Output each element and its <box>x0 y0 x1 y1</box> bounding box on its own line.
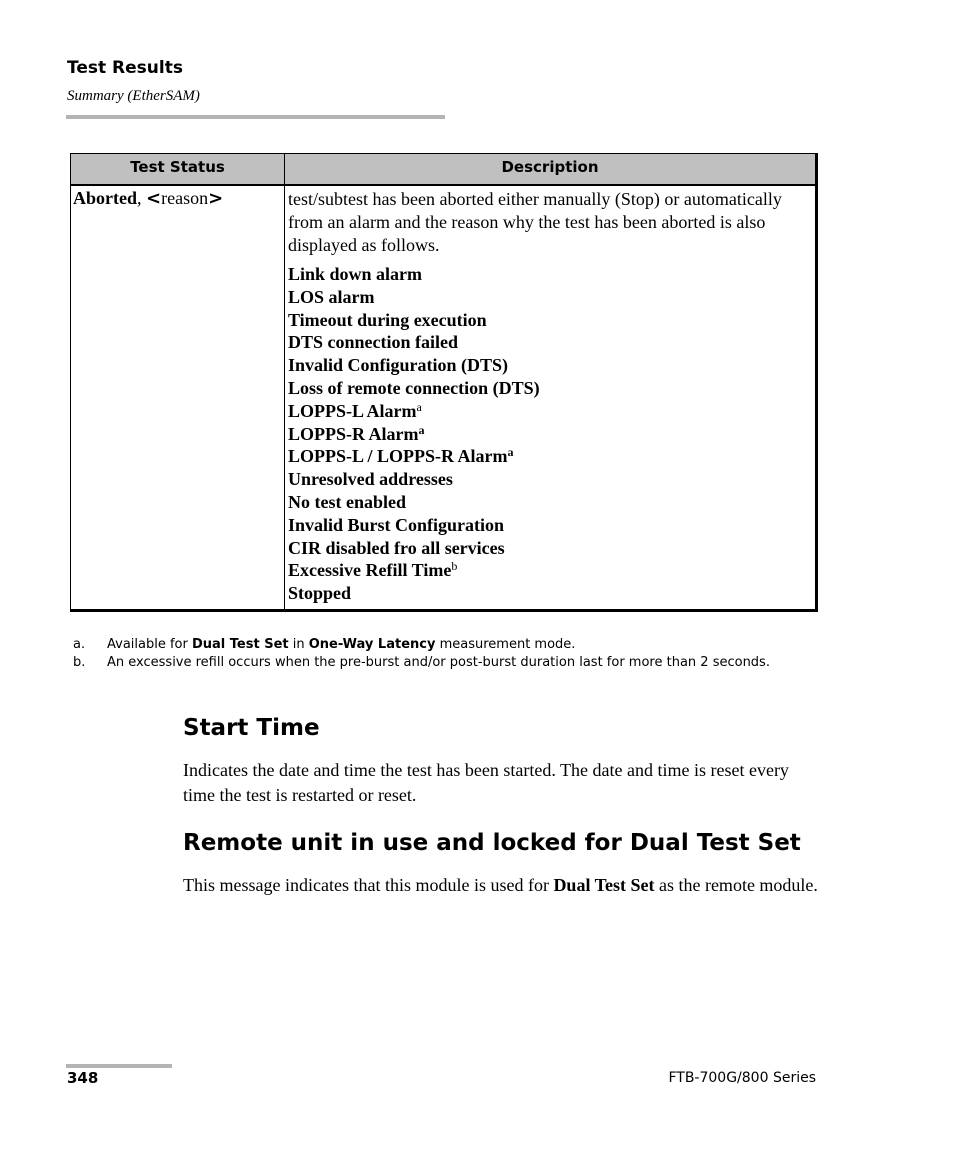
remote-unit-body: This message indicates that this module is used for Dual Test Set as the remote module. <box>183 875 818 895</box>
abort-reason-item: LOS alarm <box>288 286 375 307</box>
header-rule <box>66 115 445 119</box>
abort-reason-item: LOPPS-L Alarm$^a$ <box>288 399 422 421</box>
status-separator: , <box>137 188 146 208</box>
page-number: 348 <box>67 1069 99 1087</box>
footnote-ref: a <box>416 399 422 414</box>
status-reason: reason <box>161 188 209 208</box>
abort-reason-item: Invalid Configuration (DTS) <box>288 355 509 376</box>
abort-reason-item: LOPPS-R Alarm$^a$ <box>288 422 425 444</box>
status-gt: > <box>208 188 224 209</box>
abort-reason-item: CIR disabled fro all services <box>288 537 505 558</box>
table-header-rule <box>71 185 815 186</box>
abort-reason-item: Invalid Burst Configuration <box>288 514 505 535</box>
abort-reason-item: No test enabled <box>288 491 406 512</box>
abort-reason-item: Timeout during execution <box>288 309 487 330</box>
section-title: Test Results <box>67 58 183 78</box>
column-header-test-status: Test Status <box>130 158 225 176</box>
description-cell: test/subtest has been aborted either manually (Stop) or automatically from an alarm and the reason why the test has been aborted is also displayed as follows. <box>288 189 782 255</box>
heading-start-time: Start Time <box>183 715 320 741</box>
abort-reason-item: Stopped <box>288 583 352 604</box>
footnote-a-label: a. <box>73 637 86 652</box>
footnote-ref: a <box>507 445 514 460</box>
abort-reason-item: Unresolved addresses <box>288 469 453 490</box>
section-subtitle: Summary (EtherSAM) <box>67 88 200 104</box>
abort-reason-item: Excessive Refill Time$^b$ <box>288 559 458 581</box>
footnote-ref: a <box>418 422 425 437</box>
heading-remote-unit: Remote unit in use and locked for Dual Test Set <box>183 830 801 856</box>
table-column-divider <box>284 154 285 609</box>
abort-reason-item: LOPPS-L / LOPPS-R Alarm$^a$ <box>288 445 514 467</box>
footnote-ref: b <box>451 559 458 574</box>
footer-rule <box>66 1064 172 1068</box>
product-series: FTB-700G/800 Series <box>668 1070 816 1086</box>
status-aborted: Aborted <box>73 188 137 208</box>
abort-reason-item: DTS connection failed <box>288 332 459 353</box>
column-header-description: Description <box>501 158 599 176</box>
test-status-cell <box>73 188 223 209</box>
status-lt: < <box>146 188 162 209</box>
remote-unit-bold: Dual Test Set <box>553 875 655 895</box>
abort-reason-item: Loss of remote connection (DTS) <box>288 377 540 398</box>
abort-reason-item: Link down alarm <box>288 264 423 284</box>
footnote-b-text: An excessive refill occurs when the pre-burst and/or post-burst duration last for more than 2 seconds. <box>107 655 770 670</box>
test-status-table <box>70 153 818 612</box>
footnote-b-label: b. <box>73 655 86 670</box>
abort-reason-list <box>288 263 810 605</box>
footnote-a-text: Available for Dual Test Set in One-Way Latency measurement mode. <box>107 637 576 652</box>
start-time-body: Indicates the date and time the test has been started. The date and time is reset every time the test is restarted or reset. <box>183 760 789 805</box>
